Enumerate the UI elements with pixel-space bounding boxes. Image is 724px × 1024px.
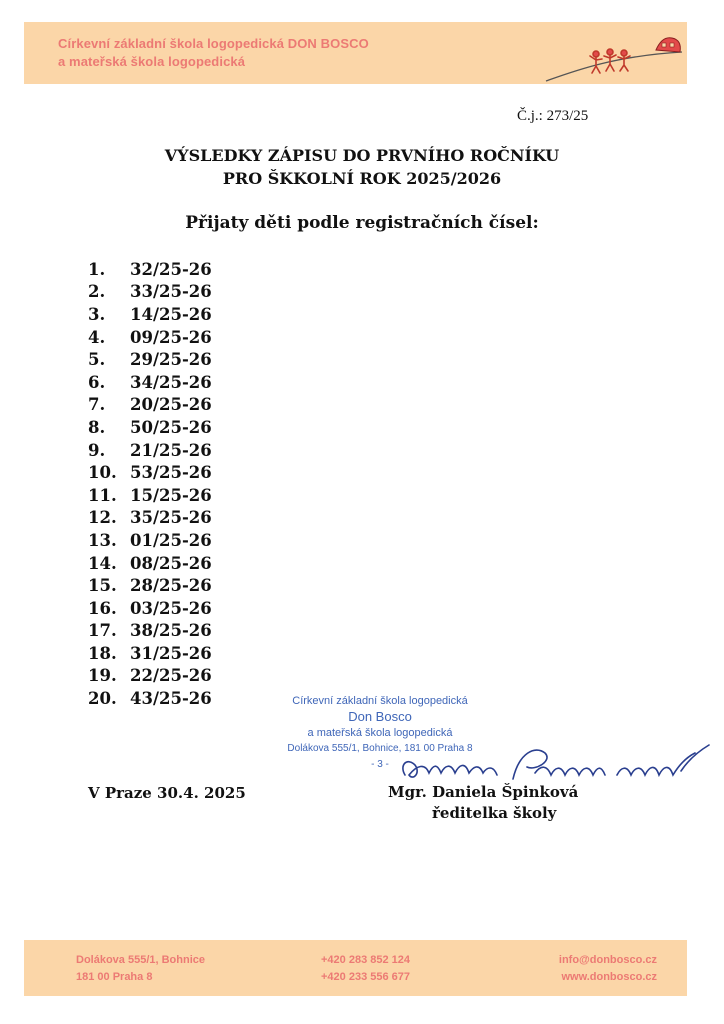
list-item-number: 17.: [88, 621, 117, 641]
list-item: [88, 326, 212, 349]
list-item: [88, 394, 212, 417]
list-item-number: 2.: [88, 282, 106, 302]
list-item: [88, 439, 212, 462]
footer-contacts: [559, 952, 657, 986]
registration-code: 08/25-26: [130, 553, 212, 573]
list-item-number: 4.: [88, 327, 106, 347]
stamp-line-1: Církevní základní škola logopedická: [292, 695, 468, 707]
signer-name: Mgr. Daniela Špinková: [388, 783, 579, 801]
list-item-number: 8.: [88, 417, 106, 437]
list-item-number: 13.: [88, 530, 117, 550]
list-item-number: 3.: [88, 304, 106, 324]
school-name-line-1: Církevní základní škola logopedická DON BOSCO: [58, 36, 369, 51]
admitted-children-list: [88, 258, 212, 710]
registration-code: 32/25-26: [130, 259, 212, 279]
list-item: [88, 687, 212, 710]
registration-code: 15/25-26: [130, 485, 212, 505]
footer-phone-2: +420 233 556 677: [321, 971, 411, 983]
footer-phone-1: +420 283 852 124: [321, 954, 411, 966]
list-item: [88, 371, 212, 394]
list-item: [88, 620, 212, 643]
list-item: [88, 348, 212, 371]
list-item-number: 9.: [88, 440, 106, 460]
registration-code: 34/25-26: [130, 372, 212, 392]
list-item-number: 18.: [88, 643, 117, 663]
registration-code: 29/25-26: [130, 350, 212, 370]
stamp-line-4: Dolákova 555/1, Bohnice, 181 00 Praha 8: [287, 743, 473, 754]
footer-website[interactable]: www.donbosco.cz: [561, 971, 657, 983]
list-item-number: 7.: [88, 395, 106, 415]
school-children-logo-icon: [544, 26, 684, 84]
reference-number: Č.j.: 273/25: [517, 108, 589, 124]
list-item-number: 1.: [88, 259, 106, 279]
footer-email[interactable]: info@donbosco.cz: [558, 954, 657, 966]
list-item-number: 14.: [88, 553, 117, 573]
list-item: [88, 529, 212, 552]
list-item-number: 5.: [88, 350, 106, 370]
list-item: [88, 416, 212, 439]
letterhead-header: [24, 22, 687, 84]
list-item: [88, 461, 212, 484]
list-item: [88, 303, 212, 326]
footer-address-line-2: 181 00 Praha 8: [76, 971, 153, 983]
document-title-line-2: PRO ŠKKOLNÍ ROK 2025/2026: [222, 169, 502, 188]
list-item-number: 16.: [88, 598, 117, 618]
registration-code: 01/25-26: [130, 530, 212, 550]
registration-code: 20/25-26: [130, 395, 212, 415]
registration-code: 38/25-26: [130, 621, 212, 641]
list-item: [88, 665, 212, 688]
stamp-line-2: Don Bosco: [348, 709, 412, 724]
footer-phones: [321, 952, 410, 986]
list-item-number: 11.: [88, 485, 117, 505]
registration-code: 21/25-26: [130, 440, 212, 460]
footer-address: [76, 952, 205, 986]
list-item: [88, 281, 212, 304]
list-item: [88, 574, 212, 597]
footer-address-line-1: Dolákova 555/1, Bohnice: [76, 954, 205, 966]
registration-code: 22/25-26: [130, 666, 212, 686]
registration-code: 09/25-26: [130, 327, 212, 347]
list-item: [88, 597, 212, 620]
registration-code: 35/25-26: [130, 508, 212, 528]
list-item-number: 10.: [88, 463, 117, 483]
list-item-number: 6.: [88, 372, 106, 392]
list-item: [88, 484, 212, 507]
registration-code: 31/25-26: [130, 643, 212, 663]
document-title-line-1: VÝSLEDKY ZÁPISU DO PRVNÍHO ROČNÍKU: [164, 146, 560, 165]
list-item-number: 15.: [88, 576, 117, 596]
list-item-number: 19.: [88, 666, 117, 686]
list-heading: Přijaty děti podle registračních čísel:: [185, 213, 539, 233]
school-name-line-2: a mateřská škola logopedická: [58, 54, 246, 69]
registration-code: 28/25-26: [130, 576, 212, 596]
list-item: [88, 552, 212, 575]
registration-code: 53/25-26: [130, 463, 212, 483]
registration-code: 43/25-26: [130, 689, 212, 709]
stamp-line-5: - 3 -: [371, 759, 389, 770]
list-item: [88, 507, 212, 530]
list-item-number: 12.: [88, 508, 117, 528]
place-and-date: V Praze 30.4. 2025: [88, 784, 246, 802]
stamp-line-3: a mateřská škola logopedická: [307, 727, 453, 739]
registration-code: 14/25-26: [130, 304, 212, 324]
list-item: [88, 258, 212, 281]
letterhead-footer: [24, 940, 687, 996]
registration-code: 50/25-26: [130, 417, 212, 437]
list-item-number: 20.: [88, 689, 117, 709]
registration-code: 03/25-26: [130, 598, 212, 618]
list-item: [88, 642, 212, 665]
registration-code: 33/25-26: [130, 282, 212, 302]
signer-role: ředitelka školy: [432, 804, 557, 822]
